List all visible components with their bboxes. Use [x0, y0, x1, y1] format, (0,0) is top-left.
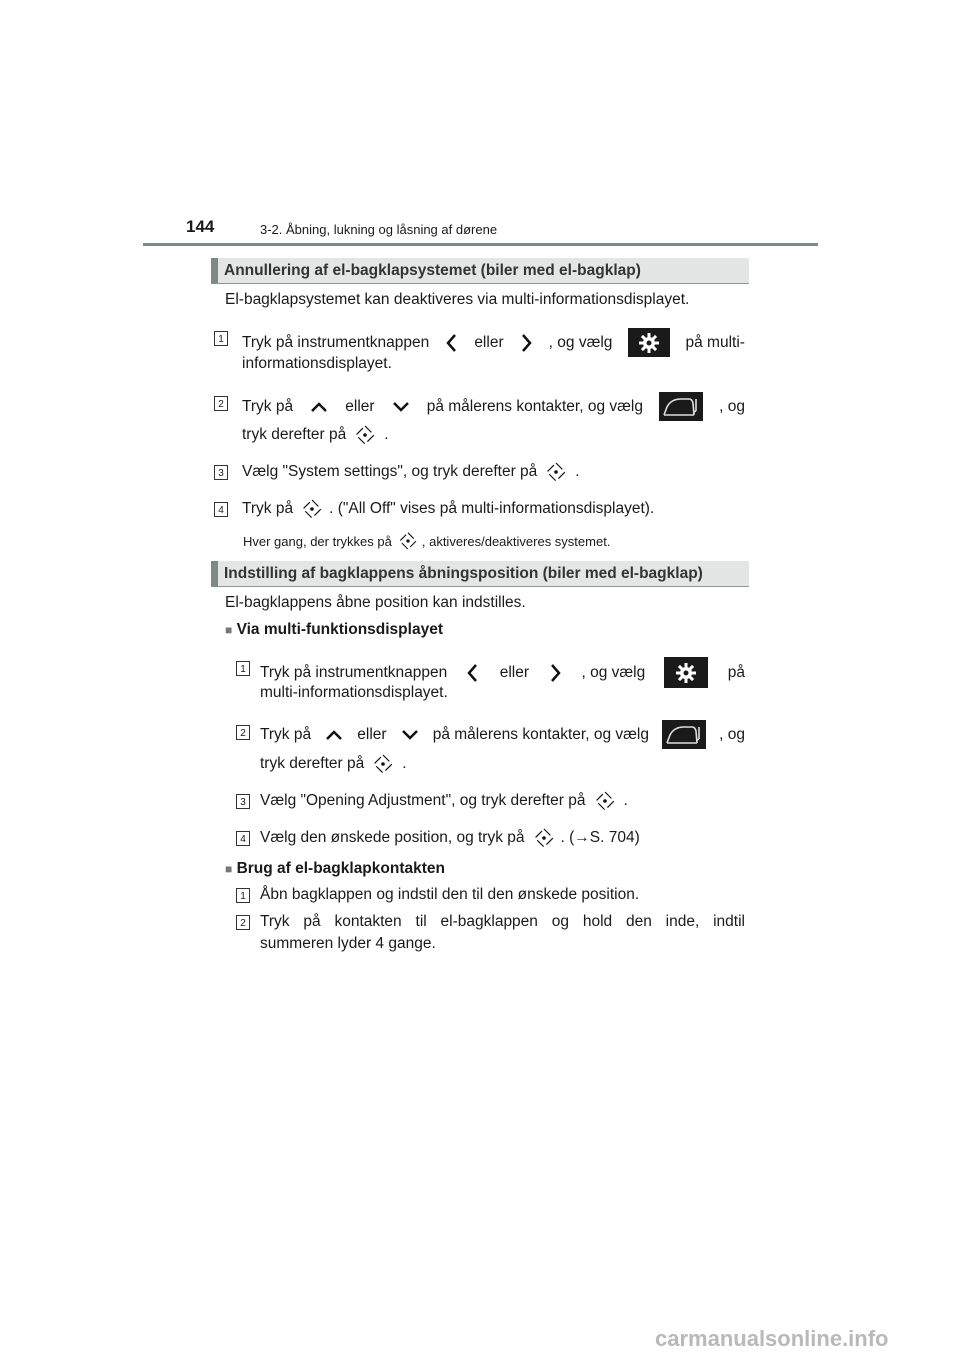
step-line: Vælg "System settings", og tryk derefter på . [242, 461, 580, 483]
step-line: Tryk på kontakten til el-bagklappen og hold den inde, indtil [260, 913, 745, 930]
square-bullet-icon: ■ [225, 862, 233, 876]
square-bullet-icon: ■ [225, 623, 233, 637]
step-number: 3 [236, 794, 250, 809]
section-intro: El-bagklappens åbne position kan indstilles. [225, 594, 526, 611]
step-number: 1 [236, 888, 250, 903]
chapter-title: 3-2. Åbning, lukning og låsning af dørene [260, 222, 498, 237]
step-line: Vælg den ønskede position, og tryk på . ( → S. 704) [260, 827, 640, 849]
step-line: Tryk på eller på målerens kontakter, og vælg , og [260, 720, 745, 749]
section-heading: Annullering af el-bagklapsystemet (biler med el-bagklap) [211, 258, 749, 284]
ok-button-icon [372, 753, 394, 775]
step-number: 2 [214, 396, 228, 411]
header-divider [143, 243, 818, 246]
step-line-continued: tryk derefter på . [260, 753, 407, 775]
watermark: carmanualsonline.info [655, 1326, 889, 1351]
step-line: Tryk på eller på målerens kontakter, og vælg , og [242, 392, 745, 421]
note-text: Hver gang, der trykkes på , aktiveres/deaktiveres systemet. [243, 531, 610, 551]
step-number: 4 [214, 502, 228, 517]
step-number: 2 [236, 725, 250, 740]
step-number: 1 [214, 331, 228, 346]
step-number: 1 [236, 661, 250, 676]
subheading: ■ Via multi-funktionsdisplayet [225, 621, 443, 638]
vehicle-settings-icon [662, 720, 706, 749]
step-line-continued: multi-informationsdisplayet. [260, 684, 448, 701]
step-line: Tryk på . ("All Off" vises på multi-informationsdisplayet). [242, 498, 654, 520]
chevron-left-icon [445, 333, 459, 353]
step-line: Tryk på instrumentknappen eller , og vælg på [260, 657, 745, 688]
chevron-down-icon [400, 729, 420, 741]
chevron-right-icon [548, 663, 562, 683]
chevron-up-icon [324, 729, 344, 741]
step-line: Tryk på instrumentknappen eller , og vælg på multi- [242, 328, 745, 357]
vehicle-settings-icon [659, 392, 703, 421]
ok-button-icon [354, 424, 376, 446]
ok-button-icon [398, 531, 418, 551]
step-number: 2 [236, 915, 250, 930]
ok-button-icon [545, 461, 567, 483]
chevron-right-icon [519, 333, 533, 353]
step-line-continued: summeren lyder 4 gange. [260, 935, 436, 952]
gear-icon [664, 657, 708, 688]
step-number: 3 [214, 465, 228, 480]
chevron-up-icon [309, 401, 329, 413]
page-number: 144 [186, 217, 215, 236]
subheading: ■ Brug af el-bagklapkontakten [225, 860, 445, 877]
step-line-continued: tryk derefter på . [242, 424, 389, 446]
section-heading: Indstilling af bagklappens åbningsposition (biler med el-bagklap) [211, 561, 749, 587]
step-number: 4 [236, 831, 250, 846]
gear-icon [628, 328, 670, 357]
step-line: Åbn bagklappen og indstil den til den ønskede position. [260, 886, 640, 903]
chevron-down-icon [391, 401, 411, 413]
step-line-continued: informationsdisplayet. [242, 355, 392, 372]
arrow-icon: → [574, 829, 590, 846]
ok-button-icon [533, 827, 555, 849]
chevron-left-icon [466, 663, 480, 683]
ok-button-icon [594, 790, 616, 812]
ok-button-icon [301, 498, 323, 520]
section-intro: El-bagklapsystemet kan deaktiveres via multi-informationsdisplayet. [225, 291, 690, 308]
step-line: Vælg "Opening Adjustment", og tryk derefter på . [260, 790, 628, 812]
